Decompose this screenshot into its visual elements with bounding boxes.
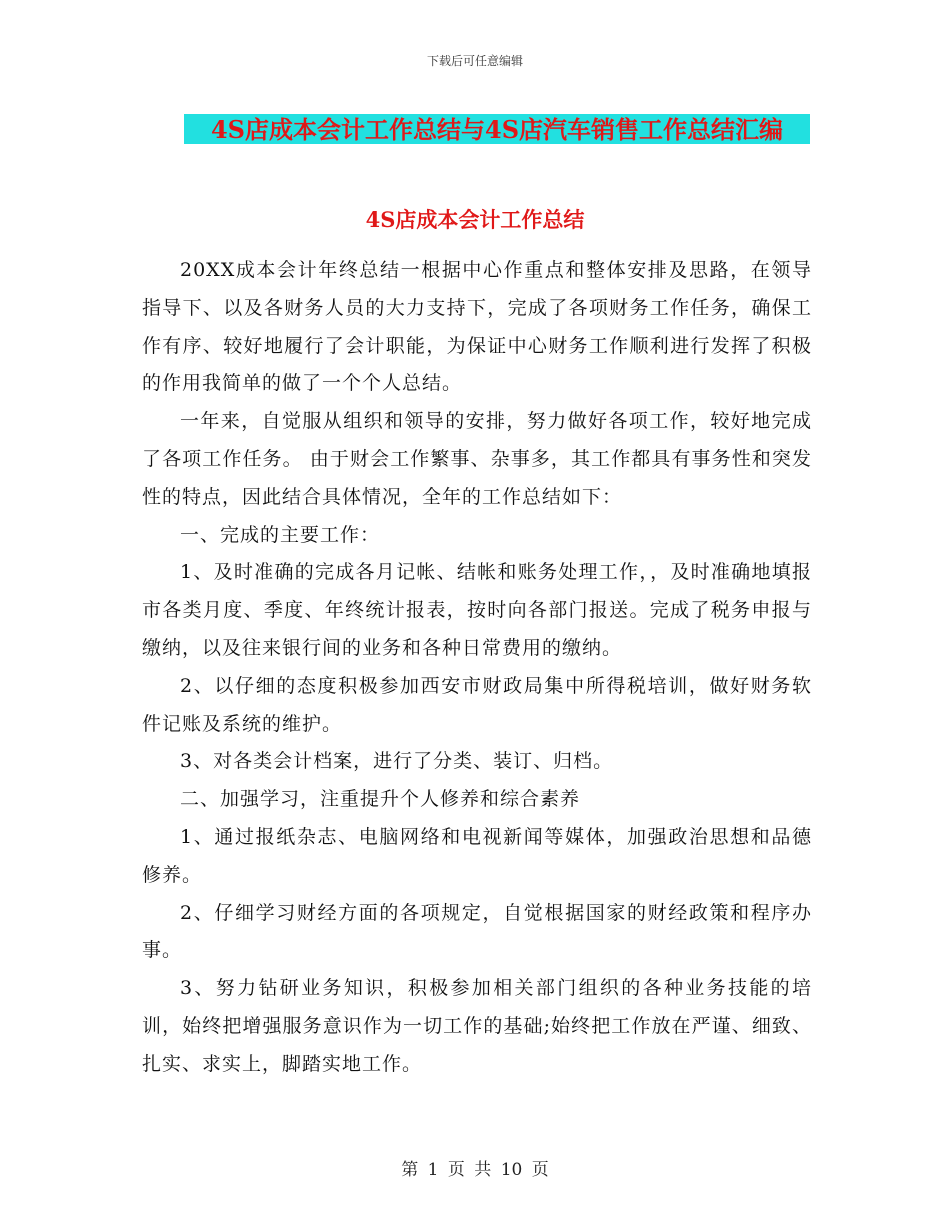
document-title: 4S店成本会计工作总结与4S店汽车销售工作总结汇编 (210, 115, 784, 144)
paragraph: 1、及时准确的完成各月记帐、结帐和账务处理工作，，及时准确地填报市各类月度、季度、年终统计报表，按时向各部门报送。完成了税务申报与缴纳，以及往来银行间的业务和各种日常费用的缴纳。 (142, 561, 812, 659)
paragraph: 3、对各类会计档案，进行了分类、装订、归档。 (180, 750, 614, 773)
section-title: 4S店成本会计工作总结 (365, 207, 585, 232)
paragraph: 1、通过报纸杂志、电脑网络和电视新闻等媒体，加强政治思想和品德修养。 (142, 825, 812, 886)
paragraph: 一、完成的主要工作： (180, 523, 381, 546)
body-text (142, 252, 812, 1084)
paragraph: 一年来，自觉服从组织和领导的安排，努力做好各项工作，较好地完成了各项工作任务。 由于财会工作繁事、杂事多，其工作都具有事务性和突发性的特点，因此结合具体情况，全年的工作总结如下： (142, 410, 812, 508)
paragraph: 3、努力钻研业务知识，积极参加相关部门组织的各种业务技能的培训，始终把增强服务意识作为一切工作的基础;始终把工作放在严谨、细致、扎实、求实上，脚踏实地工作。 (142, 977, 812, 1075)
paragraph: 2、仔细学习财经方面的各项规定，自觉根据国家的财经政策和程序办事。 (142, 901, 812, 962)
paragraph: 20XX成本会计年终总结一根据中心作重点和整体安排及思路，在领导指导下、以及各财务人员的大力支持下，完成了各项财务工作任务，确保工作有序、较好地履行了会计职能，为保证中心财务工作顺利进行发挥了积极的作用我简单的做了一个个人总结。 (142, 259, 812, 395)
header-note: 下载后可任意编辑 (426, 54, 523, 68)
page-footer: 第 1 页 共 10 页 (401, 1160, 549, 1180)
paragraph: 二、加强学习，注重提升个人修养和综合素养 (180, 788, 581, 811)
paragraph: 2、以仔细的态度积极参加西安市财政局集中所得税培训，做好财务软件记账及系统的维护。 (142, 674, 812, 735)
